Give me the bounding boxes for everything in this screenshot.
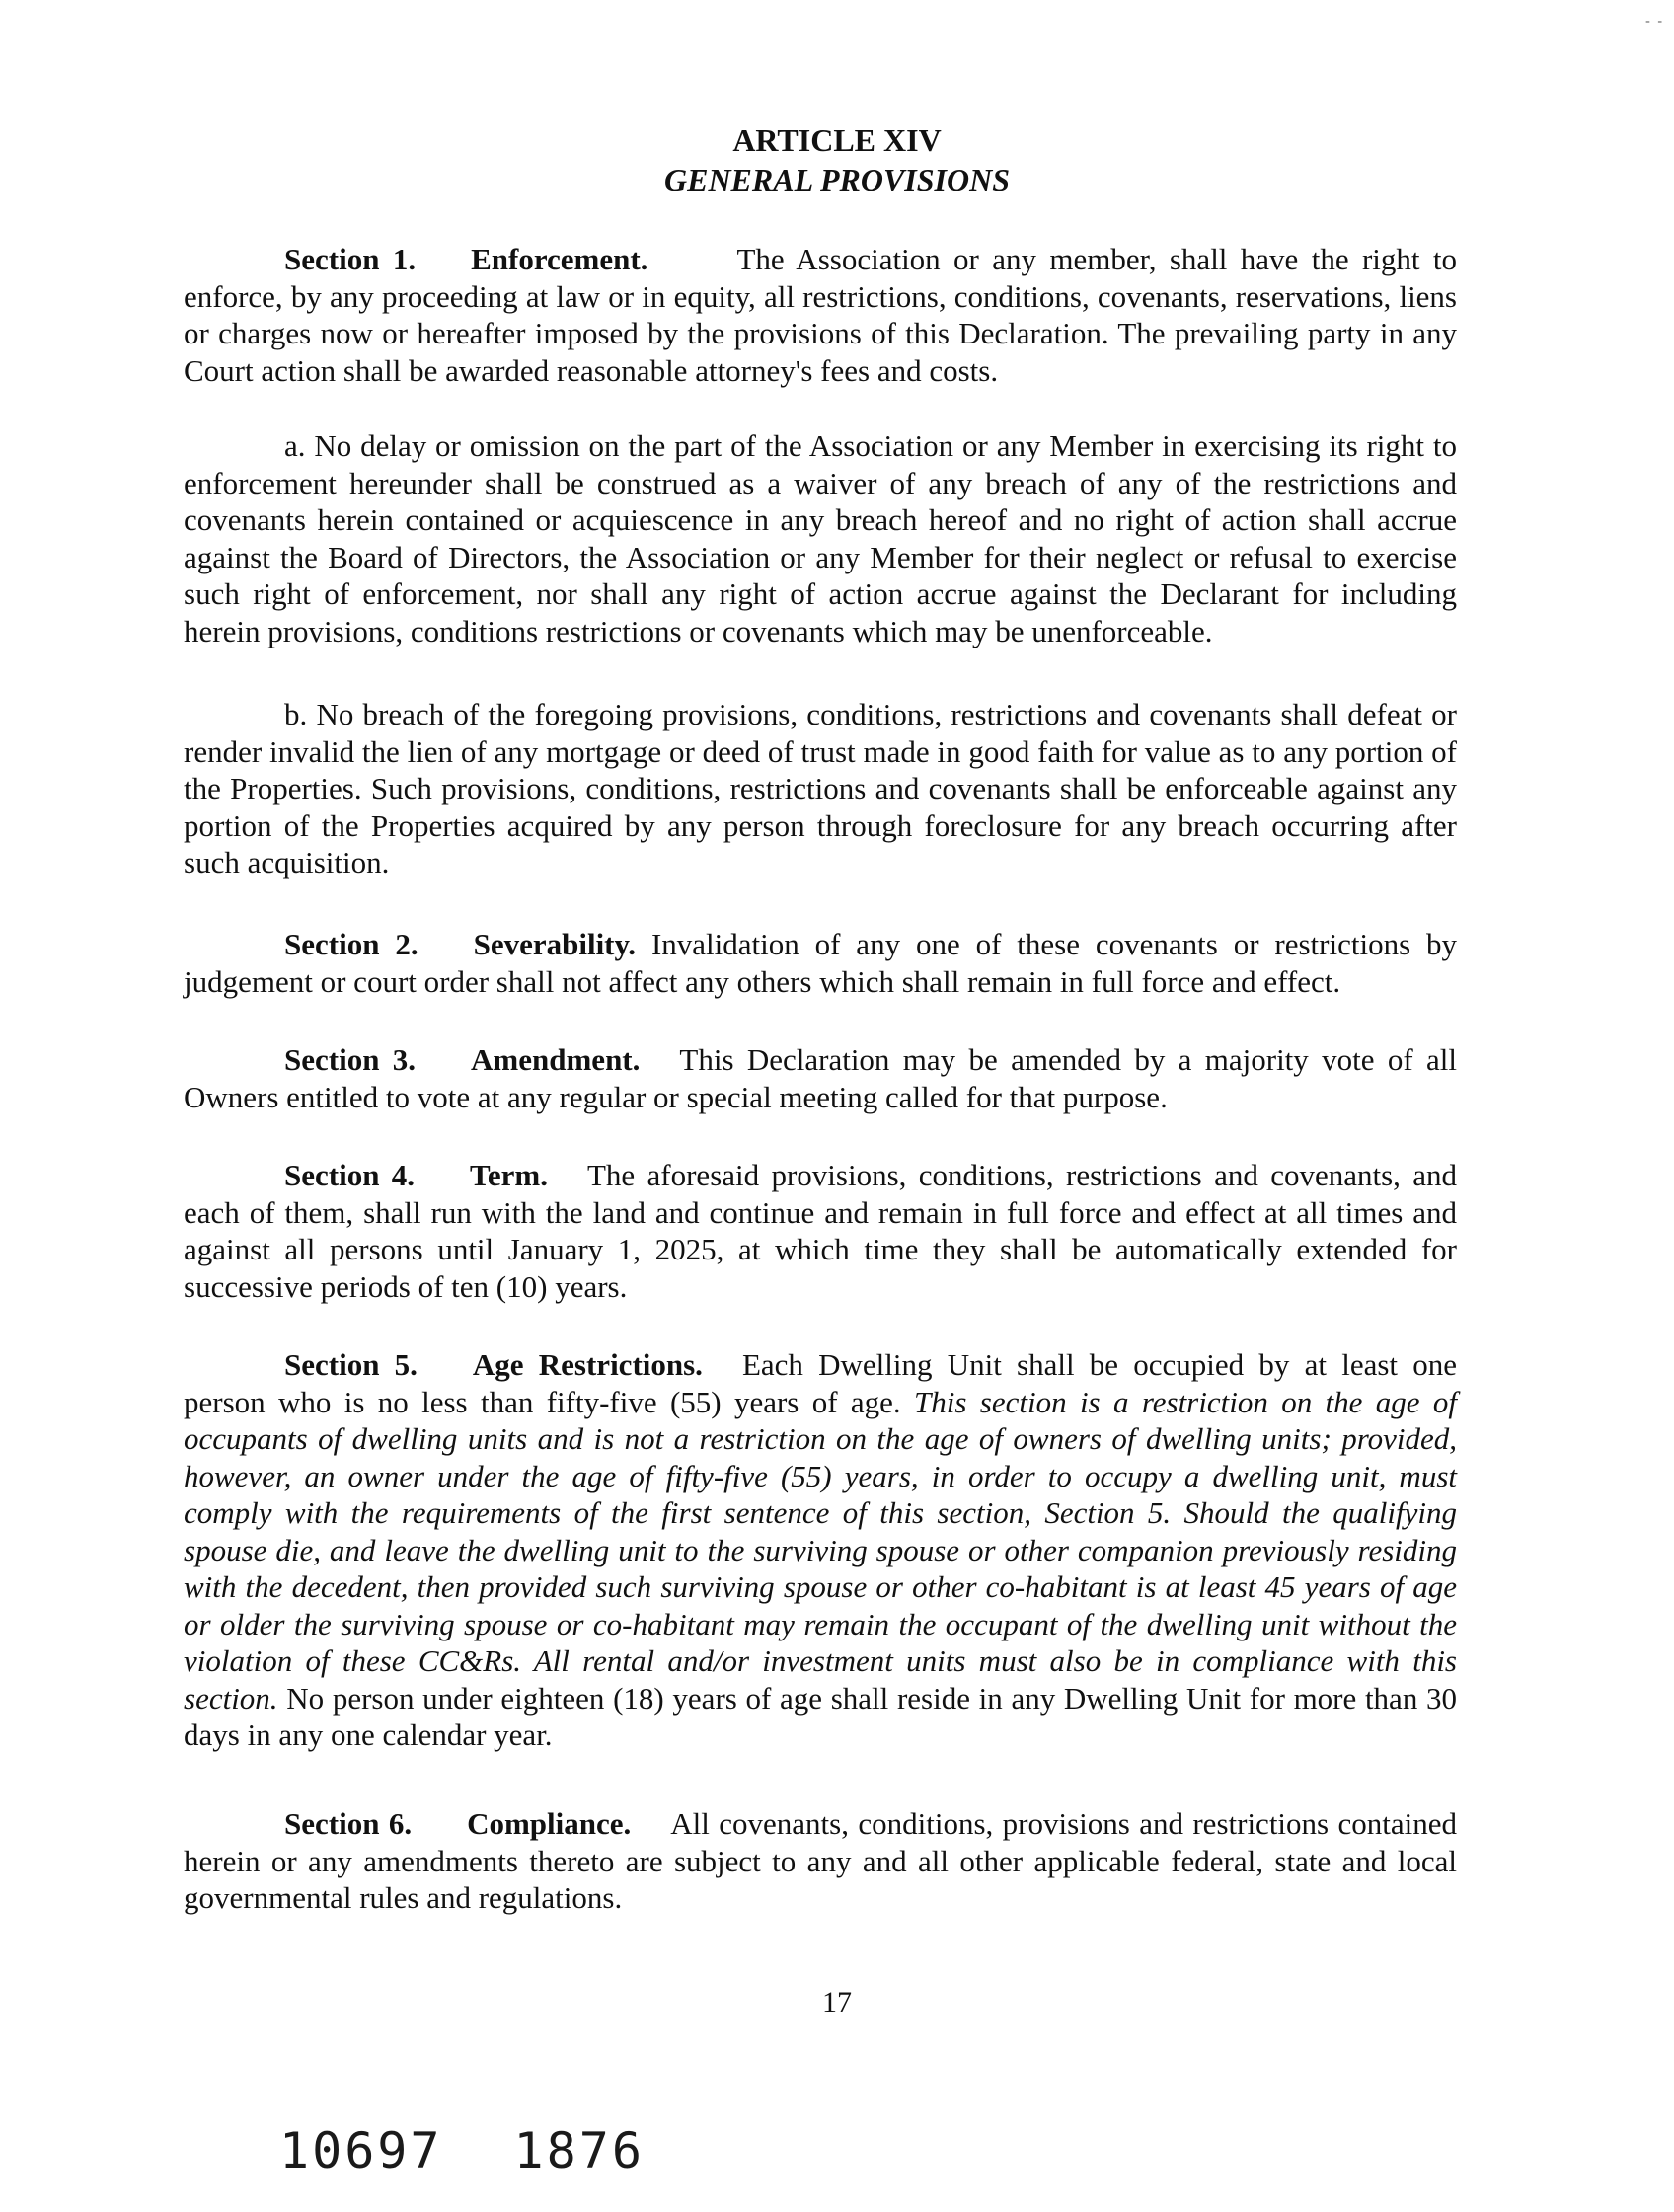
section-5-number: Section 5. <box>284 1347 418 1382</box>
section-2-title: Severability. <box>473 927 637 961</box>
section-3-text: This Declaration may be amended by a majority vote of all Owners entitled to vote at any regular or special meeting called for that purpose. <box>184 1042 1457 1114</box>
section-6-text: All covenants, conditions, provisions and restrictions contained herein or any amendments thereto are subject to any and all other applicable federal, state and local governmental rules and regulations. <box>184 1806 1457 1915</box>
article-subtitle: GENERAL PROVISIONS <box>663 162 1010 197</box>
section-1a: a. No delay or omission on the part of the Association or any Member in exercising its right to enforcement hereunder shall be construed as a waiver of any breach of any of the restrictions and covenants herein contained or acquiescence in any breach hereof and no right of action shall accrue against the Board of Directors, the Association or any Member for their neglect or refusal to exercise such right of enforcement, nor shall any right of action accrue against the Declarant for including herein provisions, conditions restrictions or covenants which may be unenforceable. <box>184 428 1457 648</box>
section-5-text-end: No person under eighteen (18) years of age shall reside in any Dwelling Unit for more than 30 days in any one calendar year. <box>184 1680 1458 1752</box>
section-1-title: Enforcement. <box>471 242 648 276</box>
recording-stamp <box>279 2122 645 2179</box>
section-1 <box>184 241 1457 389</box>
stamp-book-number: 10697 <box>279 2122 443 2179</box>
section-2 <box>184 926 1457 1000</box>
section-5-title: Age Restrictions. <box>472 1347 703 1382</box>
page-number: 17 <box>822 1986 852 2019</box>
section-3-number: Section 3. <box>284 1042 417 1077</box>
stamp-page-number: 1876 <box>513 2122 645 2179</box>
section-5-text-italic: This section is a restriction on the age of occupants of dwelling units and is not a restriction on the age of owners of dwelling units; provided, however, an owner under the age of fifty-five (55) years, in order to occupy a dwelling unit, must comply with the requirements of the first sentence of this section, Section 5. Should the qualifying spouse die, and leave the dwelling unit to the surviving spouse or other companion previously residing with the decedent, then provided such surviving spouse or other co-habitant is at least 45 years of age or older the surviving spouse or co-habitant may remain the occupant of the dwelling unit without the violation of these CC&Rs. All rental and/or investment units must also be in compliance with this section. <box>184 1384 1457 1716</box>
corner-mark: - - <box>1645 14 1664 29</box>
section-4 <box>184 1157 1457 1305</box>
section-6-number: Section 6. <box>284 1806 413 1841</box>
section-1-text: The Association or any member, shall have the right to enforce, by any proceeding at law or in equity, all restrictions, conditions, covenants, reservations, liens or charges now or hereafter imposed by the provisions of this Declaration. The prevailing party in any Court action shall be awarded reasonable attorney's fees and costs. <box>184 242 1457 388</box>
section-5 <box>184 1346 1457 1754</box>
section-4-number: Section 4. <box>284 1158 416 1192</box>
section-1-number: Section 1. <box>284 242 417 276</box>
section-4-title: Term. <box>470 1158 548 1192</box>
article-title: ARTICLE XIV <box>732 122 942 158</box>
section-5-text-intro: Each Dwelling Unit shall be occupied by at least one person who is no less than fifty-five (55) years of age. <box>184 1347 1457 1419</box>
section-6-title: Compliance. <box>467 1806 632 1841</box>
section-1b: b. No breach of the foregoing provisions, conditions, restrictions and covenants shall defeat or render invalid the lien of any mortgage or deed of trust made in good faith for value as to any portion of the Properties. Such provisions, conditions, restrictions and covenants shall be enforceable against any portion of the Properties acquired by any person through foreclosure for any breach occurring after such acquisition. <box>184 697 1457 879</box>
section-2-text: Invalidation of any one of these covenants or restrictions by judgement or court order shall not affect any others which shall remain in full force and effect. <box>184 927 1458 999</box>
section-4-text: The aforesaid provisions, conditions, restrictions and covenants, and each of them, shall run with the land and continue and remain in full force and effect at all times and against all persons until January 1, 2025, at which time they shall be automatically extended for successive periods of ten (10) years. <box>184 1158 1458 1304</box>
section-6 <box>184 1805 1457 1917</box>
section-3-title: Amendment. <box>471 1042 641 1077</box>
section-3 <box>184 1041 1457 1115</box>
section-2-number: Section 2. <box>284 927 418 961</box>
article-heading <box>0 122 1674 159</box>
